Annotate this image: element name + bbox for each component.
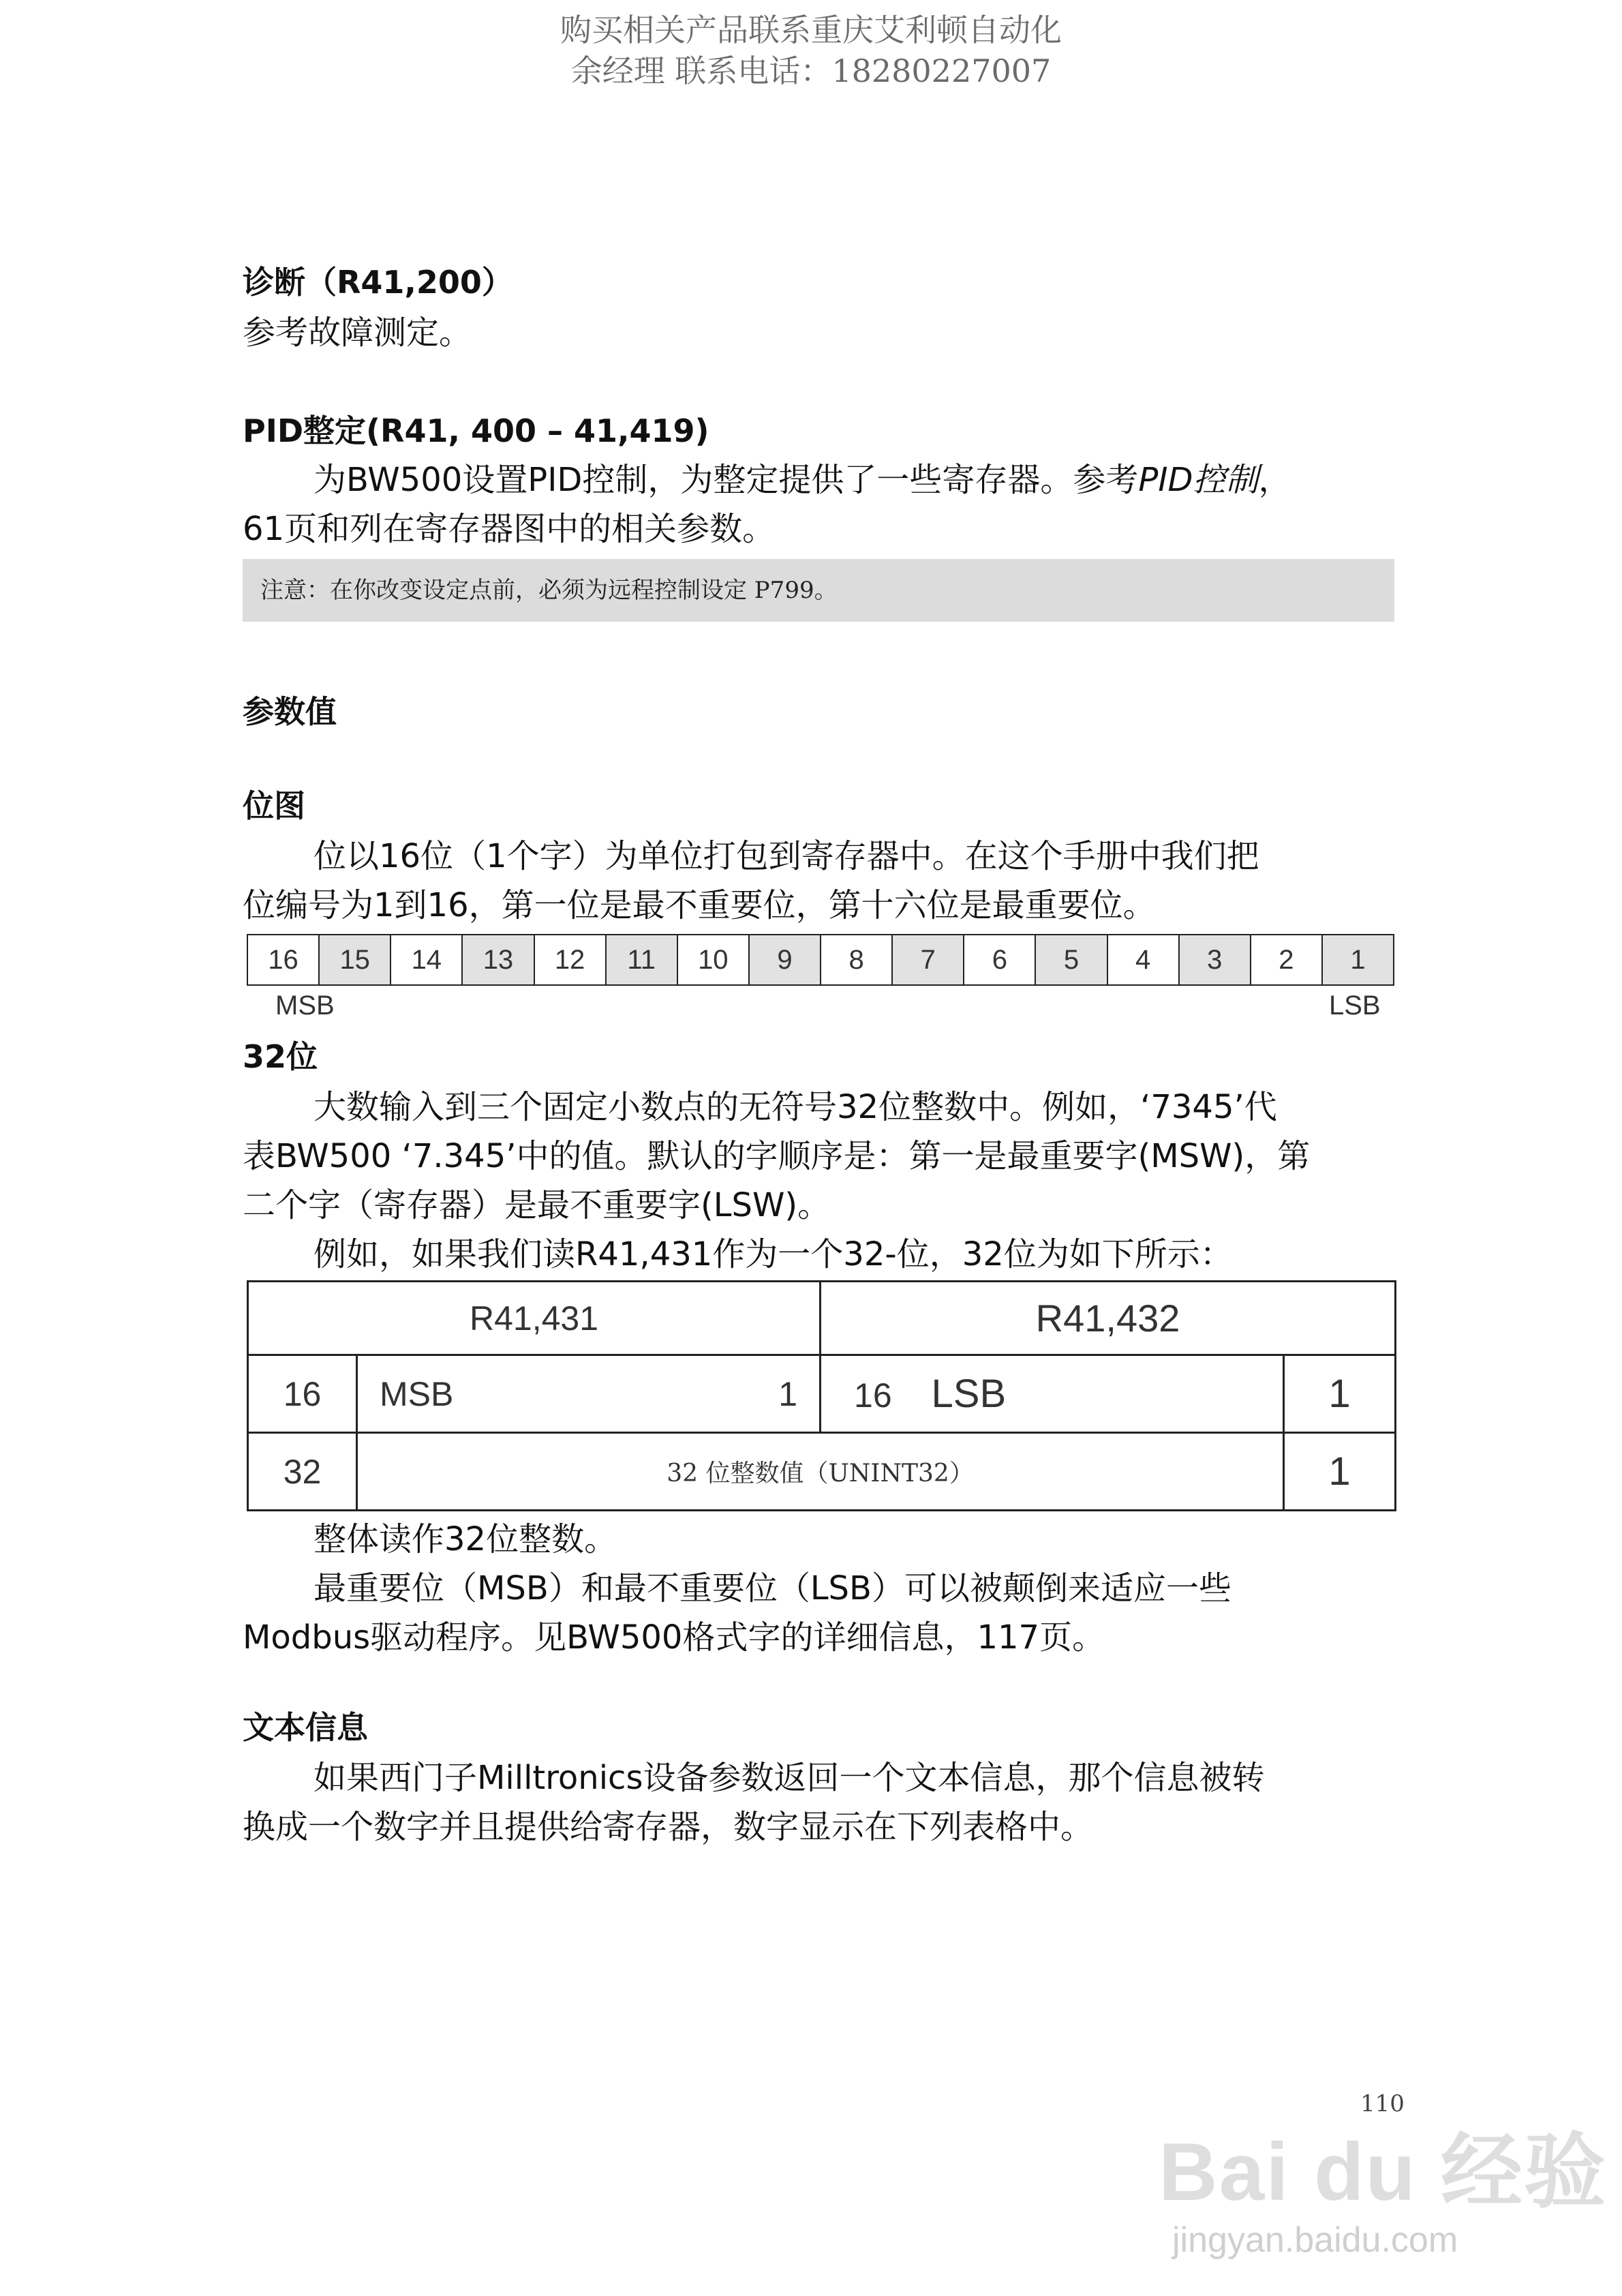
watermark-logo: Bai du 经验 — [1159, 2126, 1608, 2218]
bit-cell: 16 — [247, 935, 319, 985]
bit-cell: 15 — [319, 935, 391, 985]
after-text-line-1: 整体读作32位整数。 — [313, 1520, 617, 1558]
table-row — [248, 1282, 1396, 1355]
msb-text: MSB — [380, 1374, 454, 1413]
table-row — [248, 1355, 1396, 1433]
note-box: 注意：在你改变设定点前，必须为远程控制设定 P799。 — [243, 559, 1394, 622]
bit-cell: 14 — [391, 935, 462, 985]
bit-cell: 4 — [1107, 935, 1179, 985]
register-1-header: R41,431 — [248, 1282, 821, 1355]
after-text-line-3: Modbus驱动程序。见BW500格式字的详细信息，117页。 — [243, 1618, 1105, 1657]
page-number: 110 — [1360, 2090, 1405, 2117]
bit-map-table — [247, 934, 1394, 986]
bit-sixteen-text: 16 — [854, 1376, 892, 1415]
table-row — [248, 1433, 1396, 1511]
lsb-cell — [821, 1355, 1284, 1433]
bitmap-text-line-2: 位编号为1到16，第一位是最不重要位，第十六位是最重要位。 — [243, 886, 1156, 924]
bit-number-cell: 16 — [248, 1355, 357, 1433]
after-text-line-2: 最重要位（MSB）和最不重要位（LSB）可以被颠倒来适应一些 — [313, 1569, 1231, 1607]
diagnosis-text: 参考故障测定。 — [243, 314, 472, 352]
lsb-label: LSB — [1329, 991, 1381, 1021]
text-info-line-2: 换成一个数字并且提供给寄存器，数字显示在下列表格中。 — [243, 1808, 1094, 1846]
bit-cell: 13 — [462, 935, 534, 985]
bit-one-cell: 1 — [1284, 1355, 1396, 1433]
bit-cell: 6 — [964, 935, 1035, 985]
pid-text-line-2: 61页和列在寄存器图中的相关参数。 — [243, 510, 776, 548]
bit32-text-line-4: 例如，如果我们读R41,431作为一个32-位，32位为如下所示： — [313, 1235, 1233, 1273]
bit32-heading: 32位 — [243, 1038, 318, 1075]
text-info-heading: 文本信息 — [243, 1709, 368, 1746]
params-heading: 参数值 — [243, 693, 337, 730]
pid-text-line-1: 为BW500设置PID控制，为整定提供了一些寄存器。参考PID控制， — [313, 461, 1291, 499]
msb-cell — [357, 1355, 821, 1433]
bitmap-heading: 位图 — [243, 787, 305, 824]
bit-one-cell: 1 — [1284, 1433, 1396, 1511]
bit-cell: 8 — [821, 935, 892, 985]
bit-cell: 12 — [534, 935, 606, 985]
bit-cell: 1 — [1322, 935, 1394, 985]
page-header — [0, 10, 1622, 91]
bitmap-text-line-1: 位以16位（1个字）为单位打包到寄存器中。在这个手册中我们把 — [313, 837, 1259, 875]
bit-cell: 2 — [1251, 935, 1322, 985]
bit-cell: 9 — [749, 935, 821, 985]
pid-heading: PID整定(R41, 400 – 41,419) — [243, 412, 709, 449]
msb-label: MSB — [275, 991, 335, 1021]
header-line-1: 购买相关产品联系重庆艾利顿自动化 — [560, 12, 1062, 48]
watermark-url: jingyan.baidu.com — [1172, 2220, 1458, 2260]
register-32bit-table — [247, 1280, 1396, 1511]
register-2-header: R41,432 — [821, 1282, 1396, 1355]
bit-cell: 7 — [892, 935, 964, 985]
bit-cell: 5 — [1035, 935, 1107, 985]
bit32-text-line-3: 二个字（寄存器）是最不重要字(LSW)。 — [243, 1186, 831, 1224]
bit-count-cell: 32 — [248, 1433, 357, 1511]
bit-one-text: 1 — [778, 1374, 798, 1413]
bit-cell: 3 — [1179, 935, 1251, 985]
bit32-text-line-1: 大数输入到三个固定小数点的无符号32位整数中。例如，‘7345’代 — [313, 1088, 1277, 1126]
bit-cell: 10 — [677, 935, 749, 985]
bit-row — [247, 935, 1394, 985]
bit32-text-line-2: 表BW500 ‘7.345’中的值。默认的字顺序是：第一是最重要字(MSW)，第 — [243, 1137, 1311, 1175]
bit-cell: 11 — [606, 935, 677, 985]
diagnosis-heading: 诊断（R41,200） — [243, 264, 513, 301]
lsb-text: LSB — [931, 1372, 1007, 1416]
text-info-line-1: 如果西门子Milltronics设备参数返回一个文本信息，那个信息被转 — [313, 1759, 1265, 1797]
uint32-cell: 32 位整数值（UNINT32） — [357, 1433, 1284, 1511]
header-line-2: 余经理 联系电话：18280227007 — [570, 52, 1052, 89]
